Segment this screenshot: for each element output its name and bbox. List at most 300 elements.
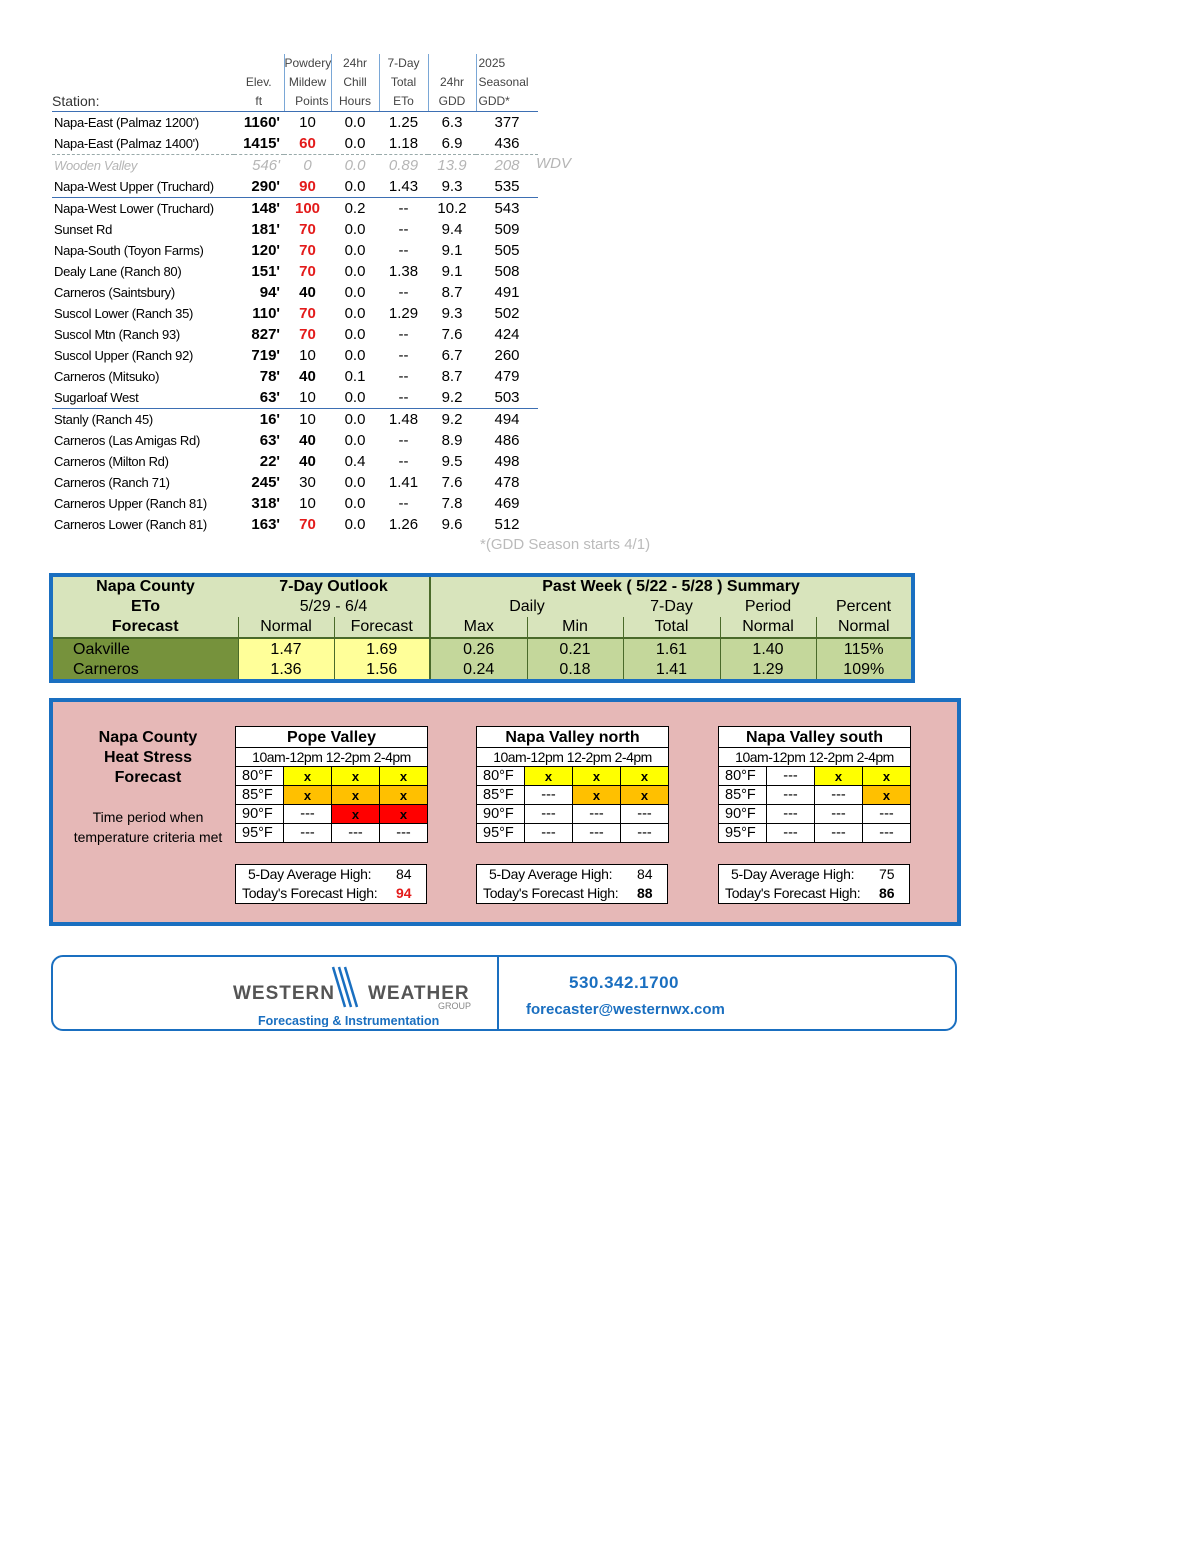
station-elev-cell: 318' [251, 495, 280, 512]
eto-normal-cell: 1.36 [238, 659, 334, 679]
logo-tagline: Forecasting & Instrumentation [258, 1014, 440, 1027]
station-name-cell: Napa-East (Palmaz 1400') [52, 133, 234, 155]
station-row [52, 240, 538, 261]
station-row [52, 324, 538, 345]
station-gdd-cell: 13.9 [437, 157, 467, 174]
station-elev-cell: 148' [251, 200, 280, 217]
heat-cell: x [380, 805, 428, 824]
station-eto-cell: 1.26 [388, 516, 419, 533]
avg-high-label: 5-Day Average High: [731, 866, 855, 882]
station-row [52, 493, 538, 514]
station-season-cell: 436 [476, 133, 538, 155]
heat-period: 2-4pm [614, 748, 652, 765]
station-gdd-cell: 9.1 [441, 242, 463, 259]
heat-temp-label: 95°F [236, 824, 284, 843]
station-gdd-cell: 6.7 [441, 347, 463, 364]
avg-high-label: 5-Day Average High: [489, 866, 613, 882]
station-season-cell: 498 [494, 453, 520, 470]
station-eto-cell: -- [398, 221, 409, 238]
heat-highs-0 [235, 864, 427, 904]
eto-total-cell: 1.61 [623, 638, 720, 659]
station-name-cell: Napa-West Upper (Truchard) [52, 176, 234, 198]
heat-cell: x [573, 786, 621, 805]
eto-county-title: Napa County [96, 578, 195, 596]
today-high-label: Today's Forecast High: [725, 885, 861, 901]
eto-forecast-cell: 1.69 [334, 638, 430, 659]
heat-cell: --- [573, 805, 621, 824]
station-gdd-cell: 10.2 [437, 200, 467, 217]
station-table [52, 54, 571, 535]
station-season-cell: 509 [494, 221, 520, 238]
station-row [52, 112, 538, 134]
eto-total-cell: 1.41 [623, 659, 720, 679]
station-row [52, 176, 538, 198]
station-season-cell: 479 [494, 368, 520, 385]
station-season-cell: 508 [494, 263, 520, 280]
station-season-cell: 424 [494, 326, 520, 343]
heat-temp-label: 80°F [477, 767, 525, 786]
station-tag: WDV [536, 154, 571, 172]
station-name-cell: Suscol Mtn (Ranch 93) [54, 327, 180, 342]
station-pm-cell: 100 [294, 200, 321, 217]
station-chill-cell: 0.0 [344, 474, 366, 491]
station-pm-cell: 0 [303, 157, 312, 174]
heat-note-2: temperature criteria met [73, 829, 223, 845]
heat-period: 12-2pm [566, 748, 612, 765]
heat-grid-0 [235, 726, 428, 843]
eto-eto-title: ETo [130, 598, 161, 616]
heat-cell: x [863, 767, 911, 786]
station-chill-cell: 0.0 [344, 495, 366, 512]
station-name-cell: Carneros (Ranch 71) [54, 475, 170, 490]
eto-max-header: Max [430, 617, 527, 638]
station-gdd-cell: 8.7 [441, 284, 463, 301]
heat-temp-label: 90°F [719, 805, 767, 824]
station-name-cell: Stanly (Ranch 45) [54, 412, 153, 427]
eto-forecast-title: Forecast [53, 617, 238, 638]
station-pm-cell: 70 [299, 242, 316, 259]
station-pm-cell: 10 [284, 387, 331, 409]
heat-temp-label: 80°F [719, 767, 767, 786]
heat-cell: --- [621, 805, 669, 824]
today-high-label: Today's Forecast High: [242, 885, 378, 901]
station-gdd-cell: 8.7 [441, 368, 463, 385]
station-name-cell: Carneros Upper (Ranch 81) [54, 496, 207, 511]
station-pm-cell: 10 [299, 411, 316, 428]
eto-period-normal-header: Normal [720, 617, 816, 638]
eto-normal-header: Normal [238, 617, 334, 638]
station-name-cell: Dealy Lane (Ranch 80) [54, 264, 182, 279]
station-pm-cell: 40 [299, 432, 316, 449]
heat-cell: --- [815, 805, 863, 824]
station-eto-cell: 1.43 [379, 176, 428, 198]
station-chill-cell: 0.1 [344, 368, 366, 385]
station-eto-cell: -- [398, 284, 409, 301]
heat-cell: --- [284, 824, 332, 843]
season-header-1: 2025 [476, 54, 538, 73]
station-pm-cell: 10 [299, 114, 316, 131]
station-season-cell: 502 [494, 305, 520, 322]
heat-temp-label: 85°F [719, 786, 767, 805]
eto-percent-normal-header: Normal [816, 617, 911, 638]
heat-cell: --- [767, 786, 815, 805]
station-row [52, 198, 538, 220]
station-chill-cell: 0.0 [344, 157, 366, 174]
station-eto-cell: 1.38 [388, 263, 419, 280]
station-name-cell: Sugarloaf West [52, 387, 234, 409]
station-eto-cell: 1.18 [379, 133, 428, 155]
eto-row [53, 638, 911, 659]
eto-period-cell: 1.29 [720, 659, 816, 679]
phone-number[interactable]: 530.342.1700 [569, 973, 679, 992]
eto-min-cell: 0.18 [527, 659, 623, 679]
station-pm-cell: 60 [284, 133, 331, 155]
station-eto-cell: -- [398, 432, 409, 449]
email-link[interactable]: forecaster@westernwx.com [526, 1001, 725, 1018]
heat-periods [719, 748, 911, 767]
heat-region-name: Napa Valley north [477, 727, 669, 748]
station-elev-cell: 290' [234, 176, 284, 198]
station-chill-cell: 0.0 [344, 263, 366, 280]
heat-cell: x [332, 786, 380, 805]
station-gdd-cell: 9.1 [441, 263, 463, 280]
eto-percent-cell: 115% [816, 638, 911, 659]
eto-outlook-title: 7-Day Outlook [279, 578, 388, 596]
station-name-cell: Wooden Valley [54, 158, 138, 173]
eto-period-cell: 1.40 [720, 638, 816, 659]
heat-cell: --- [815, 824, 863, 843]
elev-header-3: ft [234, 92, 284, 112]
station-season-cell: 260 [494, 347, 520, 364]
station-gdd-cell: 9.3 [441, 305, 463, 322]
logo-western-text: WESTERN [233, 983, 335, 1004]
station-row [52, 514, 538, 535]
station-season-cell: 535 [476, 176, 538, 198]
station-gdd-cell: 9.4 [441, 221, 463, 238]
station-eto-cell: -- [398, 495, 409, 512]
station-row [52, 366, 538, 387]
station-name-cell: Carneros Lower (Ranch 81) [54, 517, 207, 532]
station-gdd-cell: 9.2 [428, 387, 476, 409]
today-high-value: 94 [396, 885, 412, 901]
station-rows [52, 112, 571, 536]
gdd-header-3: GDD [428, 92, 476, 112]
station-pm-cell: 70 [299, 516, 316, 533]
station-row [52, 430, 538, 451]
station-season-cell: 208 [494, 157, 520, 174]
eto-forecast-panel [49, 573, 915, 683]
station-season-cell: 486 [494, 432, 520, 449]
station-chill-cell: 0.0 [331, 176, 379, 198]
station-gdd-cell: 8.9 [441, 432, 463, 449]
heat-temp-label: 90°F [236, 805, 284, 824]
avg-high-value: 75 [879, 866, 895, 882]
heat-temp-label: 95°F [477, 824, 525, 843]
heat-temp-label: 90°F [477, 805, 525, 824]
station-row [52, 303, 538, 324]
heat-temp-label: 95°F [719, 824, 767, 843]
station-eto-cell: -- [398, 242, 409, 259]
eto-period-label: Period [744, 598, 792, 616]
station-pm-cell: 90 [284, 176, 331, 198]
eto-forecast-header: Forecast [334, 617, 430, 638]
avg-high-label: 5-Day Average High: [248, 866, 372, 882]
station-row [52, 155, 538, 177]
station-chill-cell: 0.0 [344, 326, 366, 343]
eto-daily-label: Daily [430, 597, 623, 617]
station-season-cell: 505 [494, 242, 520, 259]
footer-divider [497, 957, 499, 1029]
gdd-header-2: 24hr [428, 73, 476, 92]
station-eto-cell: -- [398, 453, 409, 470]
station-row [52, 387, 538, 409]
station-name-cell: Carneros (Las Amigas Rd) [54, 433, 200, 448]
station-eto-cell: 1.41 [388, 474, 419, 491]
heat-grid-2 [718, 726, 911, 843]
station-gdd-cell: 9.3 [428, 176, 476, 198]
station-chill-cell: 0.0 [344, 305, 366, 322]
station-elev-cell: 16' [259, 411, 280, 428]
station-chill-cell: 0.2 [344, 200, 366, 217]
station-row [52, 261, 538, 282]
station-elev-cell: 1160' [243, 114, 280, 131]
footer-banner [51, 955, 957, 1031]
station-elev-cell: 63' [234, 387, 284, 409]
station-elev-cell: 63' [259, 432, 280, 449]
station-gdd-cell: 7.8 [441, 495, 463, 512]
heat-period: 2-4pm [856, 748, 894, 765]
station-pm-cell: 10 [299, 495, 316, 512]
heat-cell: x [380, 786, 428, 805]
station-chill-cell: 0.0 [344, 242, 366, 259]
heat-temp-label: 85°F [236, 786, 284, 805]
heat-cell: x [380, 767, 428, 786]
station-name-cell: Napa-East (Palmaz 1200') [54, 115, 199, 130]
station-season-cell: 543 [494, 200, 520, 217]
season-header-3: GDD* [476, 92, 538, 112]
station-eto-cell: 1.25 [388, 114, 419, 131]
station-eto-cell: -- [379, 387, 428, 409]
station-elev-cell: 110' [252, 305, 280, 322]
heat-cell: --- [863, 824, 911, 843]
station-pm-cell: 70 [299, 326, 316, 343]
station-elev-cell: 546' [252, 157, 280, 174]
station-pm-cell: 70 [299, 263, 316, 280]
eto-loc-cell: Oakville [53, 638, 238, 659]
eto-min-cell: 0.21 [527, 638, 623, 659]
heat-cell: --- [525, 805, 573, 824]
season-header-2: Seasonal [476, 73, 538, 92]
heat-cell: --- [525, 786, 573, 805]
heat-temp-label: 80°F [236, 767, 284, 786]
station-eto-cell: -- [398, 200, 409, 217]
station-chill-cell: 0.0 [344, 114, 366, 131]
heat-cell: --- [573, 824, 621, 843]
heat-highs-2 [718, 864, 910, 904]
station-eto-cell: 1.29 [388, 305, 419, 322]
eto-past-week-title: Past Week ( 5/22 - 5/28 ) Summary [430, 577, 911, 597]
station-gdd-cell: 7.6 [441, 474, 463, 491]
station-name-cell: Napa-West Lower (Truchard) [54, 201, 214, 216]
heat-cell: --- [525, 824, 573, 843]
station-chill-cell: 0.0 [331, 387, 379, 409]
eto-header-3: ETo [379, 92, 428, 112]
station-chill-cell: 0.0 [344, 411, 366, 428]
station-chill-cell: 0.0 [344, 284, 366, 301]
station-name-cell: Suscol Upper (Ranch 92) [54, 348, 194, 363]
station-eto-cell: -- [398, 326, 409, 343]
chill-header-1: 24hr [331, 54, 379, 73]
station-name-cell: Carneros (Saintsbury) [54, 285, 175, 300]
heat-period: 2-4pm [373, 748, 411, 765]
eto-table [53, 577, 911, 679]
station-name-cell: Carneros (Milton Rd) [54, 454, 169, 469]
heat-cell: x [525, 767, 573, 786]
heat-period: 12-2pm [808, 748, 854, 765]
station-pm-cell: 10 [299, 347, 316, 364]
eto-percent-cell: 109% [816, 659, 911, 679]
heat-cell: --- [767, 805, 815, 824]
avg-high-value: 84 [637, 866, 653, 882]
pm-header-1: Powdery [284, 54, 331, 73]
station-pm-cell: 40 [299, 284, 316, 301]
station-elev-cell: 151' [251, 263, 280, 280]
station-chill-cell: 0.0 [344, 221, 366, 238]
heat-grid-1 [476, 726, 669, 843]
station-chill-cell: 0.0 [344, 516, 366, 533]
station-name-cell: Suscol Lower (Ranch 35) [54, 306, 194, 321]
chill-header-3: Hours [331, 92, 379, 112]
station-name-cell: Sunset Rd [54, 222, 113, 237]
station-row [52, 133, 538, 155]
pm-header-3: Points [284, 92, 331, 112]
eto-header-2: Total [379, 73, 428, 92]
heat-highs-1 [476, 864, 668, 904]
heat-cell: x [284, 767, 332, 786]
station-elev-cell: 120' [251, 242, 280, 259]
heat-period: 10am-12pm [735, 748, 806, 765]
station-chill-cell: 0.0 [331, 133, 379, 155]
elev-header-1 [234, 54, 284, 73]
eto-loc-cell: Carneros [53, 659, 238, 679]
station-row [52, 451, 538, 472]
station-elev-cell: 827' [251, 326, 280, 343]
station-row [52, 219, 538, 240]
eto-max-cell: 0.24 [430, 659, 527, 679]
heat-period: 10am-12pm [493, 748, 564, 765]
eto-header-1: 7-Day [379, 54, 428, 73]
heat-period: 10am-12pm [252, 748, 323, 765]
eto-forecast-cell: 1.56 [334, 659, 430, 679]
avg-high-value: 84 [396, 866, 412, 882]
today-high-label: Today's Forecast High: [483, 885, 619, 901]
heat-cell: --- [621, 824, 669, 843]
station-gdd-cell: 9.6 [441, 516, 463, 533]
gdd-header-1 [428, 54, 476, 73]
station-gdd-cell: 7.6 [441, 326, 463, 343]
heat-cell: x [863, 786, 911, 805]
eto-percent-label: Percent [835, 598, 892, 616]
heat-region-name: Pope Valley [236, 727, 428, 748]
station-chill-cell: 0.0 [344, 347, 366, 364]
heat-cell: --- [284, 805, 332, 824]
station-row [52, 472, 538, 493]
heat-cell: x [332, 805, 380, 824]
station-eto-cell: -- [398, 368, 409, 385]
station-elev-cell: 245' [251, 474, 280, 491]
station-elev-cell: 78' [259, 368, 280, 385]
station-season-cell: 491 [494, 284, 520, 301]
station-row [52, 282, 538, 303]
station-name-cell: Carneros (Mitsuko) [54, 369, 160, 384]
station-eto-cell: 1.48 [388, 411, 419, 428]
station-gdd-cell: 6.9 [428, 133, 476, 155]
station-season-cell: 478 [494, 474, 520, 491]
station-pm-cell: 40 [299, 453, 316, 470]
heat-cell: x [815, 767, 863, 786]
station-pm-cell: 40 [299, 368, 316, 385]
station-chill-cell: 0.0 [344, 432, 366, 449]
heat-title-3: Forecast [114, 769, 182, 786]
station-season-cell: 377 [494, 114, 520, 131]
logo-weather-text: WEATHER [368, 983, 470, 1004]
station-pm-cell: 30 [299, 474, 316, 491]
station-season-cell: 494 [494, 411, 520, 428]
station-elev-cell: 163' [251, 516, 280, 533]
heat-cell: --- [863, 805, 911, 824]
station-gdd-cell: 6.3 [441, 114, 463, 131]
station-gdd-cell: 9.2 [441, 411, 463, 428]
logo-group-text: GROUP [438, 1001, 472, 1011]
station-eto-cell: 0.89 [388, 157, 419, 174]
eto-total-header: Total [623, 617, 720, 638]
heat-cell: --- [815, 786, 863, 805]
heat-period: 12-2pm [325, 748, 371, 765]
heat-periods [236, 748, 428, 767]
station-pm-cell: 70 [299, 305, 316, 322]
station-pm-cell: 70 [299, 221, 316, 238]
station-eto-cell: -- [398, 347, 409, 364]
station-elev-cell: 1415' [234, 133, 284, 155]
chill-header-2: Chill [331, 73, 379, 92]
heat-note-1: Time period when [92, 809, 204, 825]
heat-region-name: Napa Valley south [719, 727, 911, 748]
heat-cell: x [621, 786, 669, 805]
heat-stress-panel [49, 698, 961, 926]
heat-cell: --- [380, 824, 428, 843]
station-season-cell: 512 [494, 516, 520, 533]
station-row [52, 345, 538, 366]
eto-normal-cell: 1.47 [238, 638, 334, 659]
heat-periods [477, 748, 669, 767]
eto-row [53, 659, 911, 679]
eto-outlook-dates: 5/29 - 6/4 [299, 598, 368, 616]
eto-7day-label: 7-Day [650, 598, 693, 616]
heat-cell: --- [767, 824, 815, 843]
western-weather-logo [233, 961, 473, 1027]
station-elev-cell: 94' [259, 284, 280, 301]
eto-rows [53, 638, 911, 679]
station-elev-cell: 22' [259, 453, 280, 470]
station-season-cell: 469 [494, 495, 520, 512]
elev-header-2: Elev. [245, 75, 272, 89]
station-season-cell: 503 [476, 387, 538, 409]
today-high-value: 88 [637, 885, 653, 901]
station-chill-cell: 0.4 [344, 453, 366, 470]
heat-cell: x [621, 767, 669, 786]
today-high-value: 86 [879, 885, 895, 901]
station-gdd-cell: 9.5 [441, 453, 463, 470]
